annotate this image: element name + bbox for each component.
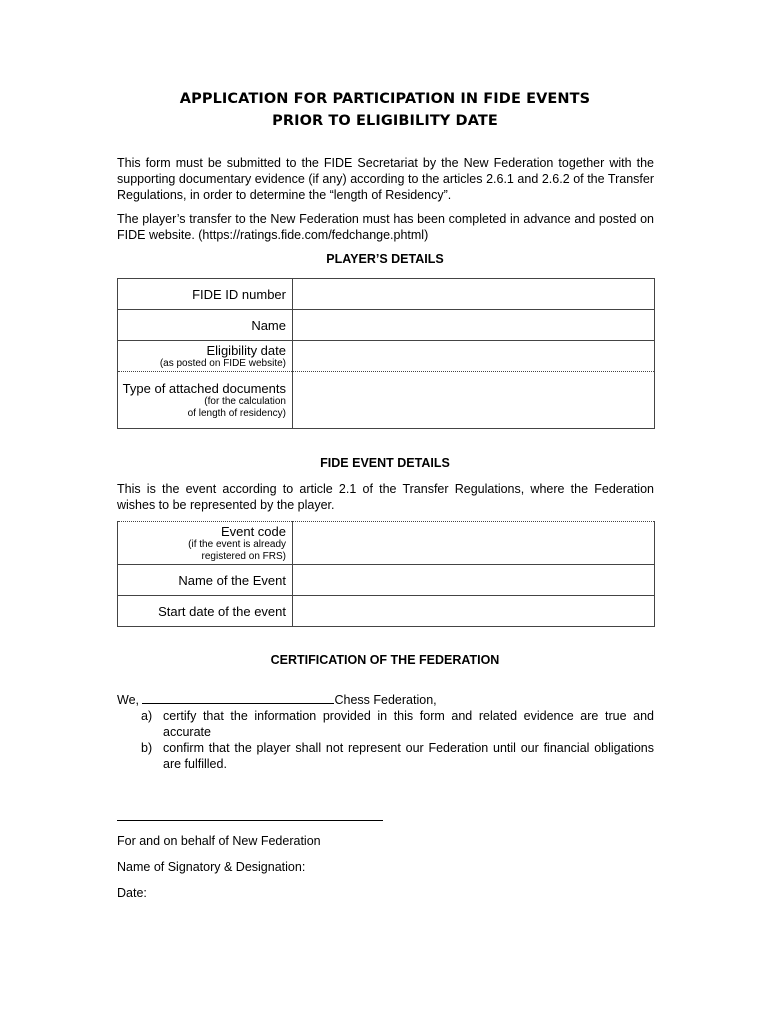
- name-field[interactable]: [293, 310, 655, 341]
- name-label: Name: [118, 310, 293, 341]
- certification-item-b: [141, 740, 654, 772]
- we-prefix: We,: [117, 693, 139, 707]
- documents-field[interactable]: [293, 372, 655, 429]
- documents-label-cell: [118, 372, 293, 429]
- start-date-label: Start date of the event: [118, 596, 293, 627]
- federation-suffix: Chess Federation,: [334, 693, 437, 707]
- event-details-heading: FIDE EVENT DETAILS: [320, 456, 450, 470]
- eligibility-sublabel: (as posted on FIDE website): [159, 357, 286, 369]
- certification-statement: [117, 692, 654, 708]
- intro-paragraph-1: This form must be submitted to the FIDE Secretariat by the New Federation together with the supporting documentary evidence (if any) according to the articles 2.6.1 and 2.6.2 of the Transfer Regulations, in order to determine the “length of Residency”.: [117, 156, 654, 202]
- players-details-heading: PLAYER’S DETAILS: [326, 252, 444, 266]
- event-code-sublabel-1: (if the event is already: [188, 538, 286, 550]
- item-a-marker: a): [141, 709, 153, 723]
- item-a-text: certify that the information provided in this form and related evidence are true and accurate: [163, 709, 654, 739]
- certification-item-a: [141, 708, 654, 740]
- start-date-field[interactable]: [293, 596, 655, 627]
- event-code-label: Event code: [220, 523, 286, 539]
- eligibility-date-field[interactable]: [293, 341, 655, 372]
- document-subtitle: PRIOR TO ELIGIBILITY DATE: [272, 113, 498, 129]
- table-row: [118, 565, 655, 596]
- event-description: This is the event according to article 2.1 of the Transfer Regulations, where the Federation wishes to be represented by the player.: [117, 482, 654, 512]
- table-row: [118, 596, 655, 627]
- fide-id-label: FIDE ID number: [118, 279, 293, 310]
- table-row: [118, 310, 655, 341]
- players-details-table: [117, 278, 655, 429]
- documents-label: Type of attached documents: [122, 380, 286, 396]
- signature-line[interactable]: [117, 820, 383, 821]
- item-b-text: confirm that the player shall not represent our Federation until our financial obligations are fulfilled.: [163, 741, 654, 771]
- event-name-field[interactable]: [293, 565, 655, 596]
- event-details-table: [117, 521, 655, 627]
- documents-sublabel-1: (for the calculation: [204, 395, 286, 407]
- fide-id-field[interactable]: [293, 279, 655, 310]
- event-name-label: Name of the Event: [118, 565, 293, 596]
- eligibility-label: Eligibility date: [206, 342, 286, 358]
- table-row: [118, 522, 655, 565]
- table-row: [118, 341, 655, 372]
- table-row: [118, 372, 655, 429]
- date-label: Date:: [117, 886, 147, 900]
- event-code-label-cell: [118, 522, 293, 565]
- federation-name-blank[interactable]: [142, 692, 334, 704]
- event-code-field[interactable]: [293, 522, 655, 565]
- certification-heading: CERTIFICATION OF THE FEDERATION: [270, 653, 500, 667]
- intro-paragraph-2: The player’s transfer to the New Federation must has been completed in advance and posted on FIDE website. (https://ratings.fide.com/fedchange.phtml): [117, 212, 654, 242]
- document-title: APPLICATION FOR PARTICIPATION IN FIDE EVENTS: [179, 91, 591, 107]
- table-row: [118, 279, 655, 310]
- eligibility-label-cell: [118, 341, 293, 372]
- on-behalf-text: For and on behalf of New Federation: [117, 834, 321, 848]
- item-b-marker: b): [141, 741, 153, 755]
- signatory-label: Name of Signatory & Designation:: [117, 860, 306, 874]
- event-code-sublabel-2: registered on FRS): [201, 550, 286, 562]
- documents-sublabel-2: of length of residency): [187, 407, 286, 419]
